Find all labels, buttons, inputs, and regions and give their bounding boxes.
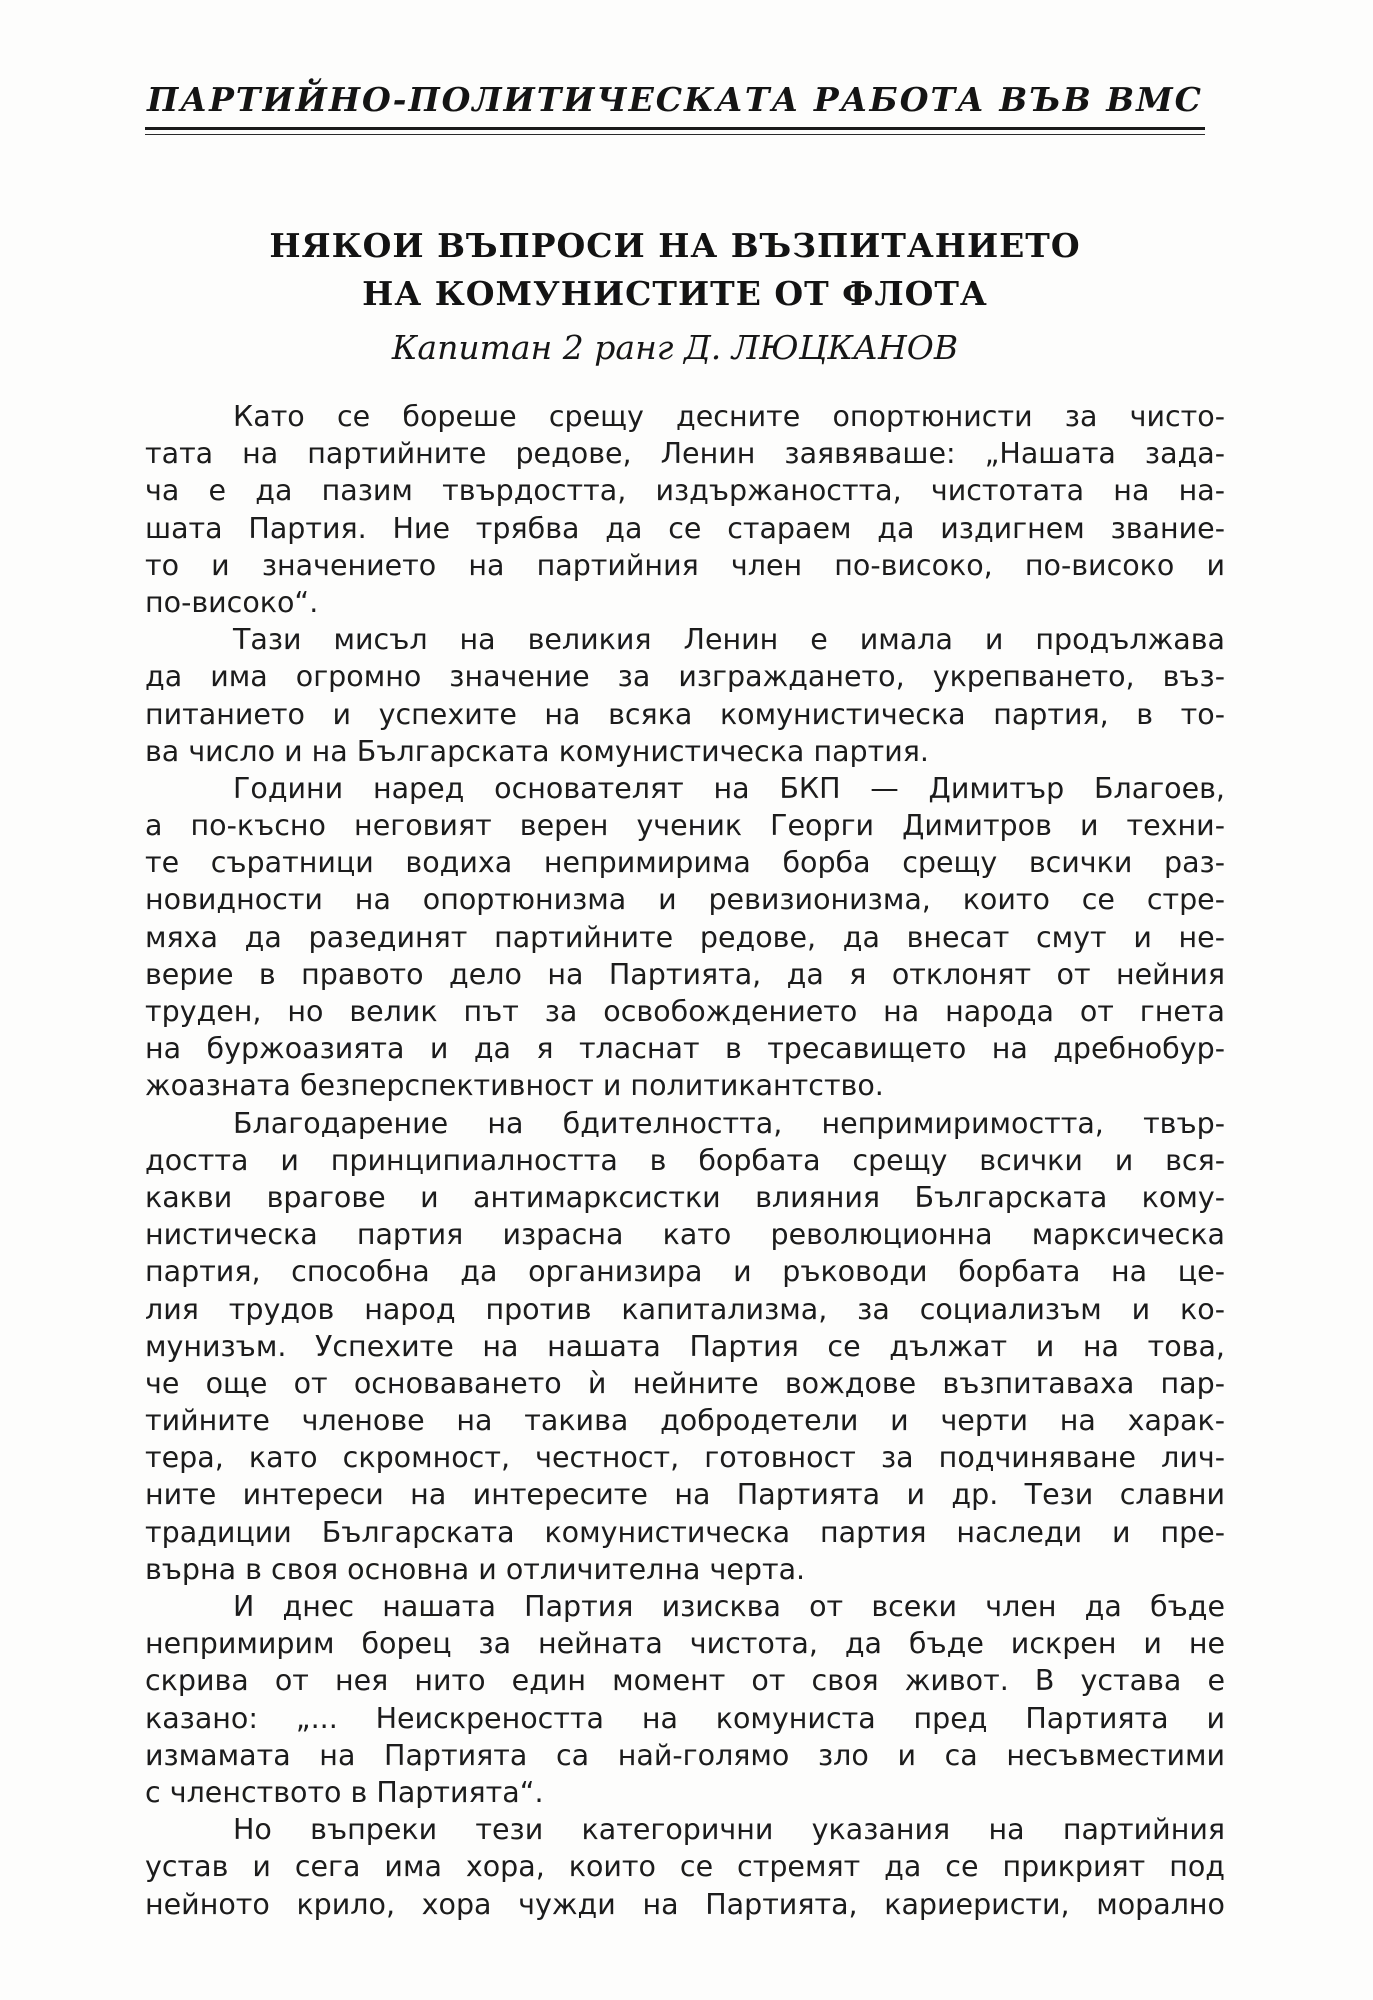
body-line: какви врагове и антимарксистки влияния Българската кому- bbox=[145, 1180, 1225, 1214]
body-line: ва число и на Българската комунистическа партия. bbox=[145, 734, 929, 768]
body-line: тийните членове на такива добродетели и черти на харак- bbox=[145, 1404, 1225, 1438]
body-line: с членството в Партията“. bbox=[145, 1775, 544, 1809]
body-line: шата Партия. Ние трябва да се стараем да издигнем звание- bbox=[145, 511, 1225, 545]
body-line: че още от основаването ѝ нейните вождове възпитаваха пар- bbox=[145, 1366, 1225, 1400]
body-line: по-високо“. bbox=[145, 585, 319, 619]
body-line: върна в своя основна и отличителна черта. bbox=[145, 1552, 806, 1586]
body-line: лия трудов народ против капитализма, за социализъм и ко- bbox=[145, 1292, 1225, 1326]
body-line: тата на партийните редове, Ленин заявяваше: „Нашата зада- bbox=[145, 437, 1225, 471]
body-line: казано: „... Неискреността на комуниста пред Партията и bbox=[145, 1701, 1225, 1735]
body-line: партия, способна да организира и ръководи борбата на це- bbox=[145, 1255, 1225, 1289]
body-line: а по-късно неговият верен ученик Георги Димитров и техни- bbox=[145, 809, 1225, 843]
body-line: питанието и успехите на всяка комунистическа партия, в то- bbox=[145, 697, 1225, 731]
body-line: на буржоазията и да я тласнат в тресавището на дребнобур- bbox=[145, 1032, 1225, 1066]
body-line: Благодарение на бдителността, непримиримостта, твър- bbox=[233, 1106, 1225, 1140]
body-line: то и значението на партийния член по-високо, по-високо и bbox=[145, 548, 1225, 582]
body-line: скрива от нея нито един момент от своя живот. В устава е bbox=[145, 1664, 1225, 1698]
body-line: Но въпреки тези категорични указания на партийния bbox=[233, 1813, 1225, 1847]
body-line: верие в правото дело на Партията, да я отклонят от нейния bbox=[145, 957, 1225, 991]
body-line: ча е да пазим твърдостта, издържаността, чистотата на на- bbox=[145, 474, 1225, 508]
body-line: Като се бореше срещу десните опортюнисти за чисто- bbox=[233, 400, 1225, 433]
body-line: жоазната безперспективност и политикантство. bbox=[145, 1069, 884, 1103]
body-line: мяха да разединят партийните редове, да внесат смут и не- bbox=[145, 920, 1225, 954]
body-line: тера, като скромност, честност, готовност за подчиняване лич- bbox=[145, 1441, 1225, 1475]
body-line: традиции Българската комунистическа партия наследи и пре- bbox=[145, 1515, 1225, 1549]
header-rule-thick bbox=[145, 127, 1205, 130]
article-title bbox=[145, 222, 1205, 318]
body-line: новидности на опортюнизма и ревизионизма, които се стре- bbox=[145, 883, 1225, 917]
header-rule-thin bbox=[145, 134, 1205, 135]
running-header: ПАРТИЙНО-ПОЛИТИЧЕСКАТА РАБОТА ВЪВ ВМС bbox=[147, 80, 1203, 119]
body-line: труден, но велик път за освобождението на народа от гнета bbox=[145, 995, 1225, 1028]
body-line: нистическа партия израсна като революционна марксическа bbox=[145, 1218, 1225, 1252]
article-title-line: НА КОМУНИСТИТЕ ОТ ФЛОТА bbox=[362, 274, 988, 313]
body-line: ните интереси на интересите на Партията и др. Тези славни bbox=[145, 1478, 1225, 1512]
body-line: мунизъм. Успехите на нашата Партия се дължат и на това, bbox=[145, 1329, 1225, 1363]
body-line: Години наред основателят на БКП — Димитър Благоев, bbox=[233, 771, 1225, 805]
body-line: да има огромно значение за изграждането, укрепването, въз- bbox=[145, 660, 1225, 694]
article-author: Капитан 2 ранг Д. ЛЮЦКАНОВ bbox=[391, 328, 959, 367]
body-line: Тази мисъл на великия Ленин е имала и продължава bbox=[233, 623, 1225, 657]
body-line: устав и сега има хора, които се стремят да се прикрият под bbox=[145, 1850, 1225, 1884]
article-body bbox=[145, 398, 1225, 1923]
body-line: непримирим борец за нейната чистота, да бъде искрен и не bbox=[145, 1627, 1225, 1661]
body-line: измамата на Партията са най-голямо зло и са несъвместими bbox=[145, 1738, 1225, 1772]
article-title-line: НЯКОИ ВЪПРОСИ НА ВЪЗПИТАНИЕТО bbox=[269, 226, 1081, 265]
body-line: И днес нашата Партия изисква от всеки член да бъде bbox=[233, 1590, 1225, 1623]
body-line: нейното крило, хора чужди на Партията, кариеристи, морално bbox=[145, 1887, 1225, 1921]
body-line: те съратници водиха непримирима борба срещу всички раз- bbox=[145, 846, 1225, 880]
body-line: достта и принципиалността в борбата срещу всички и вся- bbox=[145, 1143, 1225, 1177]
